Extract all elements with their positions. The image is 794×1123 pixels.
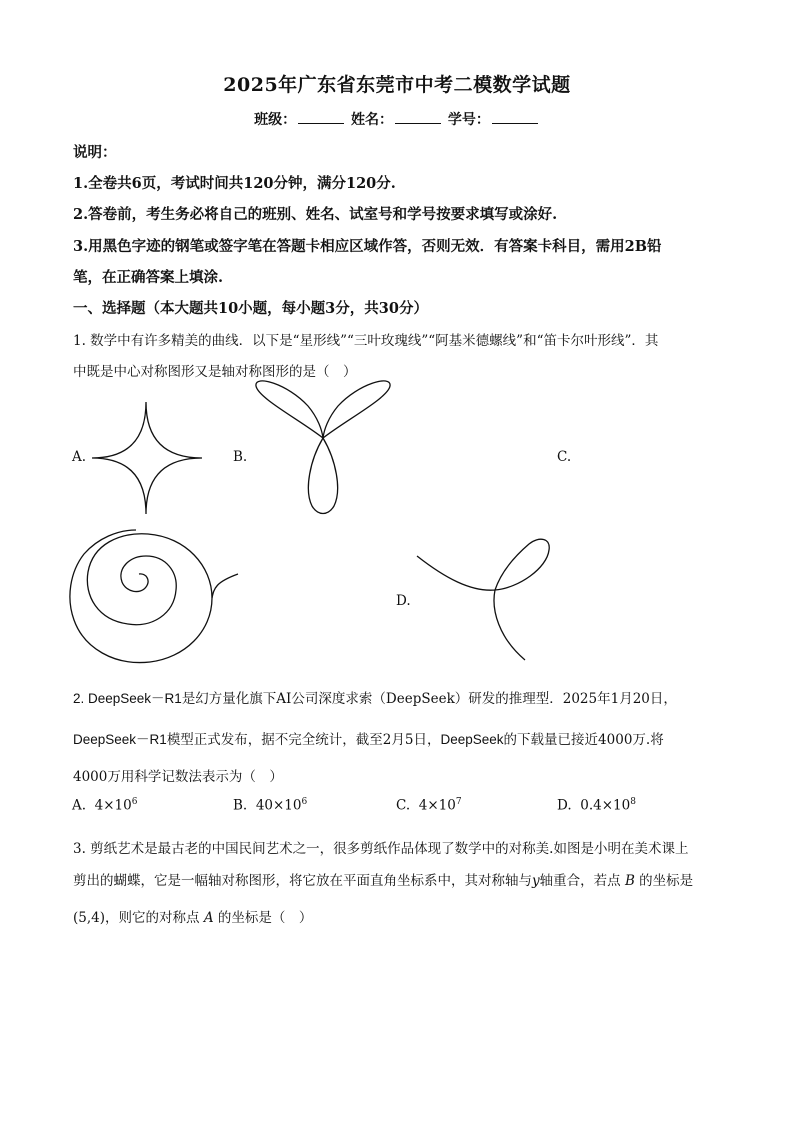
three-leaf-rose-figure [248,380,398,520]
instruction-line-3a: 3.用黑色字迹的钢笔或签字笔在答题卡相应区域作答，否则无效．有答案卡科目，需用2B铅 [73,238,662,255]
section-heading: 一、选择题（本大题共10小题，每小题3分，共30分） [73,300,428,317]
q2-option-a-base: 4×10 [94,797,132,814]
q2-option-a[interactable] [72,797,137,814]
astroid-figure [88,398,206,518]
q1-text-line-2: 中既是中心对称图形又是轴对称图形的是（ ） [73,364,357,380]
q3-text-line-1: 3. 剪纸艺术是最古老的中国民间艺术之一，很多剪纸作品体现了数学中的对称美.如图是小明在美术课上 [73,841,689,857]
instructions-heading: 说明： [73,144,117,161]
q2-option-d-label: D. [557,797,572,814]
q2-option-a-exp: 6 [131,797,138,807]
q2-text-line-3: 4000万用科学记数法表示为（ ） [73,769,283,785]
instruction-line-3b: 笔，在正确答案上填涂. [73,269,224,286]
q3-var-y: y [532,873,540,889]
id-label: 学号： [447,112,490,128]
q2-option-c-base: 4×10 [418,797,456,814]
q2-text-1b: 是幻方量化旗下AI公司深度求索（DeepSeek）研发的推理型．2025年1月20日， [181,691,677,707]
q3-var-a: A [203,910,214,926]
q2-option-b-base: 40×10 [255,797,302,814]
q2-option-c[interactable] [396,797,462,814]
q2-option-b-label: B. [233,797,248,814]
q2-option-d[interactable] [557,797,636,814]
q2-option-c-label: C. [396,797,411,814]
class-blank[interactable] [298,111,344,124]
class-label: 班级： [254,112,297,128]
q3-text-line-2 [73,869,693,889]
q3-text-3b: ，则它的对称点 [105,910,200,926]
q2-text-line-1 [73,687,677,707]
q2-text-line-2 [73,728,664,748]
q3-text-2e: 的坐标是 [639,873,694,889]
instruction-line-1: 1.全卷共6页，考试时间共120分钟，满分120分. [73,175,396,192]
q1-option-a-label[interactable]: A. [72,449,87,465]
name-blank[interactable] [395,111,441,124]
q1-option-c-label[interactable]: C. [557,449,572,465]
q2-option-a-label: A. [72,797,87,814]
q2-option-b-exp: 6 [301,797,308,807]
q1-option-d-label[interactable]: D. [396,593,411,609]
q2-option-d-exp: 8 [630,797,636,807]
q2-option-c-exp: 7 [455,797,462,807]
q3-text-3d: 的坐标是（ ） [217,910,313,926]
instruction-line-2: 2.答卷前，考生务必将自己的班别、姓名、试室号和学号按要求填写或涂好. [73,206,558,223]
q2-option-d-base: 0.4×10 [580,797,631,814]
q3-text-line-3 [73,906,312,926]
q2-deepseek: DeepSeek [440,732,504,747]
q2-text-2b: 模型正式发布，据不完全统计，截至2月5日， [166,732,441,748]
page-title: 2025年广东省东莞市中考二模数学试题 [223,74,571,96]
q3-text-2c: 轴重合，若点 [539,873,621,889]
id-blank[interactable] [492,111,538,124]
q2-option-b[interactable] [233,797,307,814]
archimedean-spiral-figure [66,528,246,678]
q2-text-2d: 的下载量已接近4000万.将 [503,732,664,748]
q2-model-name-2: DeepSeek－R1 [73,732,167,747]
name-label: 姓名： [351,112,393,128]
q1-text-line-1: 1. 数学中有许多精美的曲线．以下是“星形线”“三叶玫瑰线”“阿基米德螺线”和“笛卡尔叶形线”．其 [73,333,659,349]
q2-model-name: 2. DeepSeek－R1 [73,691,182,706]
q3-coord-b: (5,4) [73,910,106,926]
q3-text-2a: 剪出的蝴蝶，它是一幅轴对称图形，将它放在平面直角坐标系中，其对称轴与 [73,873,532,889]
student-info-line [0,109,794,129]
q3-var-b: B [624,873,635,889]
folium-of-descartes-figure [415,538,555,668]
q1-option-b-label[interactable]: B. [233,449,248,465]
